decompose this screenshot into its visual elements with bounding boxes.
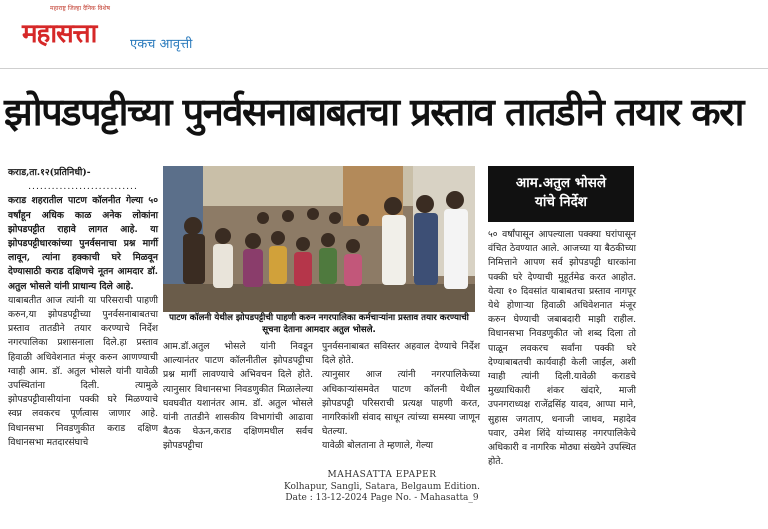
article-paragraph: पुनर्वसनाबाबत सविस्तर अहवाल देण्याचे निर्देश दिले होते. (322, 341, 480, 367)
masthead-tagline: महाराष्ट्र जिल्हा दैनिक विशेष (50, 5, 111, 12)
subheading-line-1: आम.अतुल भोसले (515, 175, 607, 191)
article-column-4 (488, 228, 636, 468)
article-column-2 (163, 340, 313, 464)
masthead (0, 0, 768, 62)
article-dateline: कराड,ता.१२(प्रतिनिधी)- (8, 167, 91, 178)
article-paragraph: याबाबतीत आज त्यांनी या परिसराची पाहणी करुन,या झोपडपट्टीच्या पुनर्वसनाबाबतचा प्रस्ताव तातडीने तयार करण्याचे निर्देश नगरपालिका प्रशासनाला दिले.हा प्रस्ताव हिवाळी अधिवेशनात मंजूर करुन आणण्याची ग्वाही आम. डॉ. अतुल भोसले यांनी यावेळी उपस्थितांना दिली. त्यामुळे झोपडपट्टीवासीयांना पक्की घरे मिळण्याचे स्वप्न लवकरच पूर्णत्वास जाणार आहे. विधानसभा निवडणुकीत कराड दक्षिण विधानसभा मतदारसंघाचे (8, 294, 158, 448)
footer-title: MAHASATTA EPAPER (327, 470, 437, 480)
footer-date-page: Date : 13-12-2024 Page No. - Mahasatta_9 (285, 493, 479, 503)
article-lead: कराड शहरातील पाटण कॉलनीत गेल्या ५० वर्षांहून अधिक काळ अनेक लोकांना झोपडपट्टीत राहावे लागत आहे. या झोपडपट्टीधारकांच्या पुनर्वसनाचा प्रश्न मार्गी लावून, त्यांना हक्काची घरे मिळवून देण्यासाठी कराड दक्षिणचे नूतन आमदार डॉ. अतुल भोसले यांनी प्राधान्य दिले आहे. (8, 195, 158, 292)
edition-label: एकच आवृत्ती (130, 37, 193, 52)
newspaper-logo: महासत्ता (22, 19, 97, 49)
article-column-1 (8, 166, 158, 462)
crowd-photo-illustration (163, 166, 475, 312)
dateline-separator: ............................ (28, 181, 138, 193)
article-paragraph: ५० वर्षांपासून आपल्याला पक्क्या घरांपासून वंचित ठेवण्यात आले. आजच्या या बैठकीच्या निमित्ताने आपण सर्व झोपडपट्टी धारकांना पक्की घरे देण्याची मुहूर्तमेढ करत आहोत. येत्या १० दिवसांत याबाबतचा प्रस्ताव नागपूर येथे होणाऱ्या हिवाळी अधिवेशनात मंजूर करुन घेण्याची जबाबदारी माझी राहील. विधानसभा निवडणुकीत जो शब्द दिला तो पाळून लवकरच सर्वांना पक्की घरे देण्याबाबतची कार्यवाही केली जाईल, अशी ग्वाही त्यांनी दिली.यावेळी कराडचे मुख्याधिकारी शंकर खंदारे, माजी उपनगराध्यक्ष राजेंद्रसिंह यादव, आप्पा माने, सुहास जगताप, धनाजी जाधव, महादेव पवार, उमेश शिंदे यांच्यासह नगरपालिकेचे अधिकारी व नागरिक मोठ्या संख्येने उपस्थित होते. (488, 229, 636, 468)
article-headline: झोपडपट्टीच्या पुनर्वसनाबाबतचा प्रस्ताव तातडीने तयार करा (4, 90, 743, 134)
article-photo (163, 166, 475, 312)
photo-caption: पाटण कॉलनी येथील झोपडपट्टीची पाहणी करुन नगरपालिका कर्मचाऱ्यांना प्रस्ताव तयार करण्याची सूचना देताना आमदार अतुल भोसले. (169, 313, 469, 335)
footer-editions: Kolhapur, Sangli, Satara, Belgaum Edition. (284, 481, 480, 492)
article-paragraph: आम.डॉ.अतुल भोसले यांनी निवडून आल्यानंतर पाटण कॉलनीतील झोपडपट्टीचा प्रश्न मार्गी लावण्याचे अभिवचन दिले होते. त्यानुसार विधानसभा निवडणुकीत मिळालेल्या घवघवीत यशानंतर आम. डॉ. अतुल भोसले यांनी तातडीने शासकीय विभागांची आढावा बैठक घेऊन,कराड दक्षिणमधील सर्वच झोपडपट्टीचा (163, 341, 313, 452)
subheading-line-2: यांचे निर्देश (535, 194, 587, 210)
subheading-box (488, 166, 634, 222)
masthead-divider (0, 68, 768, 69)
article-paragraph: त्यानुसार आज त्यांनी नगरपालिकेच्या अधिकाऱ्यांसमवेत पाटण कॉलनी येथील झोपडपट्टी परिसराची प्रत्यक्ष पाहणी करत, नागरिकांशी संवाद साधून त्यांच्या समस्या जाणून घेतल्या. (322, 369, 480, 438)
article-paragraph: यावेळी बोलताना ते म्हणाले, गेल्या (322, 440, 433, 452)
epaper-footer (262, 470, 502, 505)
article-column-3 (322, 340, 480, 464)
